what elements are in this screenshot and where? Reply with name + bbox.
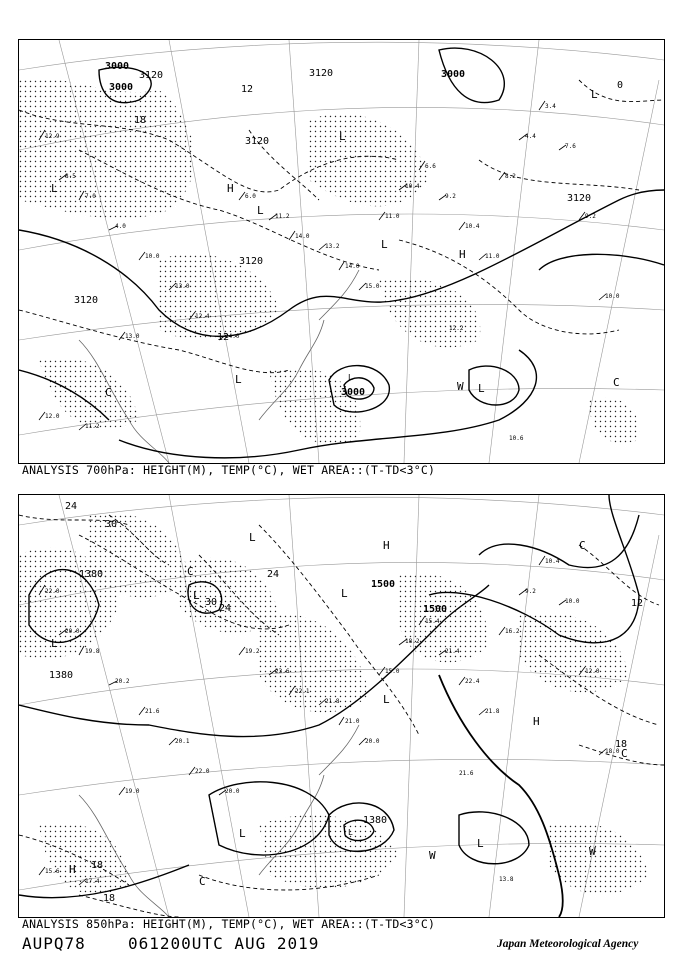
chart-code: AUPQ78: [22, 934, 86, 953]
svg-text:22.0: 22.0: [195, 768, 210, 775]
pressure-center-label: H: [383, 539, 390, 552]
height-label: 3120: [74, 295, 99, 306]
height-label: 3120: [139, 70, 164, 81]
pressure-center-label: W: [457, 380, 464, 393]
svg-text:16.2: 16.2: [505, 628, 520, 635]
wet-areas: [19, 78, 640, 444]
svg-text:12.4: 12.4: [195, 313, 210, 320]
svg-text:10.0: 10.0: [605, 293, 620, 300]
pressure-center-label: L: [348, 828, 353, 837]
pressure-center-label: L: [591, 88, 598, 101]
agency-name: Japan Meteorological Agency: [497, 938, 639, 950]
height-label: 3120: [239, 256, 264, 267]
svg-text:4.4: 4.4: [525, 133, 536, 140]
height-label: 3000: [441, 69, 466, 80]
height-label: 3120: [245, 136, 270, 147]
svg-text:14.0: 14.0: [225, 333, 240, 340]
temp-label: 18: [615, 739, 628, 750]
svg-text:10.6: 10.6: [509, 435, 524, 442]
svg-text:20.0: 20.0: [65, 628, 80, 635]
temp-label: 24: [65, 501, 78, 512]
temp-label: 18: [103, 893, 116, 904]
pressure-center-label: L: [348, 373, 353, 382]
svg-text:13.2: 13.2: [325, 243, 340, 250]
svg-text:19.8: 19.8: [85, 648, 100, 655]
map-850hpa-canvas: [19, 495, 664, 917]
pressure-center-label: L: [383, 693, 390, 706]
pressure-center-label: H: [69, 863, 76, 876]
height-label: 3120: [567, 193, 592, 204]
pressure-center-label: H: [459, 248, 466, 261]
height-label: 1500: [423, 604, 448, 615]
temp-label: 12: [631, 598, 644, 609]
svg-text:17.4: 17.4: [85, 878, 100, 885]
pressure-center-label: L: [381, 238, 388, 251]
map-700hpa-canvas: [19, 40, 664, 463]
svg-text:21.8: 21.8: [325, 698, 340, 705]
pressure-center-label: L: [341, 587, 348, 600]
pressure-center-label: L: [51, 182, 58, 195]
svg-text:10.4: 10.4: [465, 223, 480, 230]
svg-text:20.0: 20.0: [365, 738, 380, 745]
pressure-center-label: L: [257, 204, 264, 217]
pressure-center-label: L: [235, 373, 242, 386]
svg-text:12.9: 12.9: [45, 133, 60, 140]
temp-label: 30: [105, 519, 118, 530]
svg-text:6.6: 6.6: [425, 163, 436, 170]
svg-text:23.6: 23.6: [275, 668, 290, 675]
svg-text:22.4: 22.4: [465, 678, 480, 685]
svg-text:3.4: 3.4: [545, 103, 556, 110]
temp-label: 24: [267, 569, 280, 580]
temp-label: 24: [219, 603, 232, 614]
svg-text:12.0: 12.0: [45, 413, 60, 420]
pressure-center-label: C: [621, 747, 628, 760]
pressure-center-label: C: [579, 539, 586, 552]
pressure-center-label: L: [477, 837, 484, 850]
svg-text:10.0: 10.0: [145, 253, 160, 260]
height-label: 1500: [371, 579, 396, 590]
height-label: 3000: [105, 61, 130, 72]
height-label: 1380: [79, 569, 104, 580]
pressure-center-label: W: [589, 845, 596, 858]
pressure-center-label: C: [199, 875, 206, 888]
svg-text:21.8: 21.8: [485, 708, 500, 715]
temp-label: 0: [617, 80, 624, 91]
svg-text:12.2: 12.2: [449, 325, 464, 332]
map-700hpa: [18, 39, 665, 464]
svg-text:15.6: 15.6: [45, 868, 60, 875]
pressure-center-label: L: [193, 589, 200, 602]
pressure-center-label: L: [478, 382, 485, 395]
svg-text:7.0: 7.0: [85, 193, 96, 200]
svg-text:4.0: 4.0: [115, 223, 126, 230]
height-label: 3000: [109, 82, 134, 93]
temp-label: 18: [91, 860, 104, 871]
svg-text:11.2: 11.2: [85, 423, 100, 430]
svg-text:18.2: 18.2: [405, 638, 420, 645]
svg-text:21.6: 21.6: [459, 770, 474, 777]
svg-text:19.0: 19.0: [125, 788, 140, 795]
height-label: 3120: [309, 68, 334, 79]
svg-text:11.0: 11.0: [385, 213, 400, 220]
svg-text:18.0: 18.0: [605, 748, 620, 755]
svg-text:20.2: 20.2: [115, 678, 130, 685]
svg-text:9.2: 9.2: [445, 193, 456, 200]
svg-text:9.2: 9.2: [585, 213, 596, 220]
svg-text:14.0: 14.0: [295, 233, 310, 240]
svg-text:12.0: 12.0: [585, 668, 600, 675]
svg-text:21.4: 21.4: [445, 648, 460, 655]
height-label: 3000: [341, 387, 366, 398]
svg-text:15.0: 15.0: [385, 668, 400, 675]
pressure-center-label: C: [105, 386, 112, 399]
svg-text:10.0: 10.0: [565, 598, 580, 605]
svg-text:10.4: 10.4: [405, 183, 420, 190]
height-label: 1380: [363, 815, 388, 826]
svg-text:11.2: 11.2: [275, 213, 290, 220]
svg-text:20.1: 20.1: [175, 738, 190, 745]
pressure-center-label: H: [533, 715, 540, 728]
panel-caption-700hpa: ANALYSIS 700hPa: HEIGHT(M), TEMP(°C), WET AREA::(T-TD<3°C): [22, 463, 436, 477]
svg-text:15.0: 15.0: [365, 283, 380, 290]
temp-label: 30: [205, 597, 218, 608]
svg-text:20.0: 20.0: [225, 788, 240, 795]
svg-text:13.0: 13.0: [125, 333, 140, 340]
pressure-center-label: L: [339, 130, 346, 143]
pressure-center-label: L: [249, 531, 256, 544]
panel-caption-850hpa: ANALYSIS 850hPa: HEIGHT(M), TEMP(°C), WET AREA::(T-TD<3°C): [22, 917, 436, 931]
map-850hpa: [18, 494, 665, 918]
svg-text:7.6: 7.6: [565, 143, 576, 150]
svg-text:22.0: 22.0: [45, 588, 60, 595]
temp-label: 18: [134, 115, 147, 126]
pressure-center-label: W: [429, 849, 436, 862]
height-label: 1380: [49, 670, 74, 681]
svg-text:6.0: 6.0: [245, 193, 256, 200]
svg-text:11.0: 11.0: [485, 253, 500, 260]
pressure-center-label: L: [51, 637, 58, 650]
svg-text:13.0: 13.0: [175, 283, 190, 290]
temp-label: 12: [217, 332, 230, 343]
svg-text:15.4: 15.4: [425, 618, 440, 625]
svg-text:21.6: 21.6: [145, 708, 160, 715]
svg-text:22.1: 22.1: [295, 688, 310, 695]
svg-text:10.4: 10.4: [545, 558, 560, 565]
temp-label: 12: [241, 84, 254, 95]
svg-text:8.5: 8.5: [65, 173, 76, 180]
pressure-center-label: L: [239, 827, 246, 840]
pressure-center-label: C: [187, 565, 194, 578]
svg-text:21.0: 21.0: [345, 718, 360, 725]
pressure-center-label: H: [227, 182, 234, 195]
svg-text:19.2: 19.2: [245, 648, 260, 655]
svg-text:14.0: 14.0: [345, 263, 360, 270]
pressure-center-label: C: [613, 376, 620, 389]
svg-text:8.2: 8.2: [505, 173, 516, 180]
svg-text:9.2: 9.2: [525, 588, 536, 595]
valid-time: 061200UTC AUG 2019: [128, 934, 320, 953]
svg-text:13.8: 13.8: [499, 876, 514, 883]
